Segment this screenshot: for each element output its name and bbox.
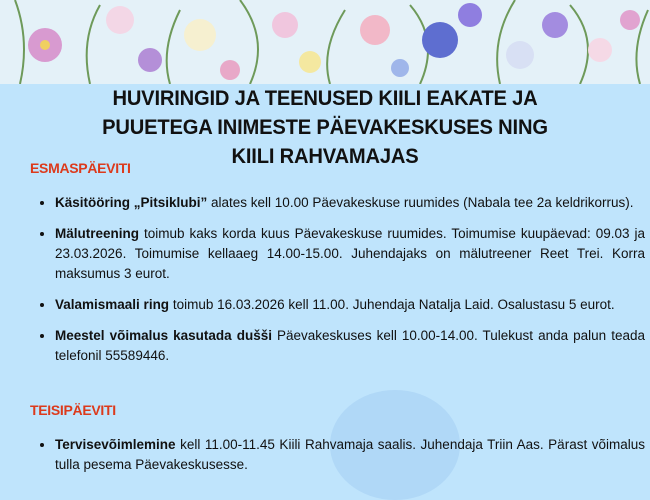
tuesday-list xyxy=(38,435,645,475)
page-title xyxy=(13,84,637,171)
list-item: • Meestel võimalus kasutada dušši Päevakeskuses kell 10.00-14.00. Tulekust anda palun teada telefonil 55589446. xyxy=(55,326,645,366)
section-heading-tuesday: TEISIPÄEVITI xyxy=(30,402,116,418)
title-line: HUVIRINGID JA TEENUSED KIILI EAKATE JA xyxy=(112,87,538,110)
list-item: • Tervisevõimlemine kell 11.00-11.45 Kiili Rahvamaja saalis. Juhendaja Triin Aas. Pärast võimalus tulla pesema Päevakeskusesse. xyxy=(55,435,645,475)
list-item: • Käsitööring „Pitsiklubi” alates kell 10.00 Päevakeskuse ruumides (Nabala tee 2a keldrikorrus). xyxy=(55,193,645,213)
monday-list xyxy=(38,193,645,366)
section-heading-monday: ESMASPÄEVITI xyxy=(30,160,131,176)
title-line: PUUETEGA INIMESTE PÄEVAKESKUSES NING xyxy=(102,116,548,139)
floral-banner xyxy=(0,0,650,84)
list-item: • Valamismaali ring toimub 16.03.2026 kell 11.00. Juhendaja Natalja Laid. Osalustasu 5 eurot. xyxy=(55,295,645,315)
list-item: • Mälutreening toimub kaks korda kuus Päevakeskuse ruumides. Toimumise kuupäevad: 09.03 ja 23.03.2026. Toimumise kellaaeg 14.00-15.00. Juhendajaks on mälutreener Reet Trei. Korra maksumus 3 eurot. xyxy=(55,224,645,284)
title-line: KIILI RAHVAMAJAS xyxy=(231,145,419,168)
